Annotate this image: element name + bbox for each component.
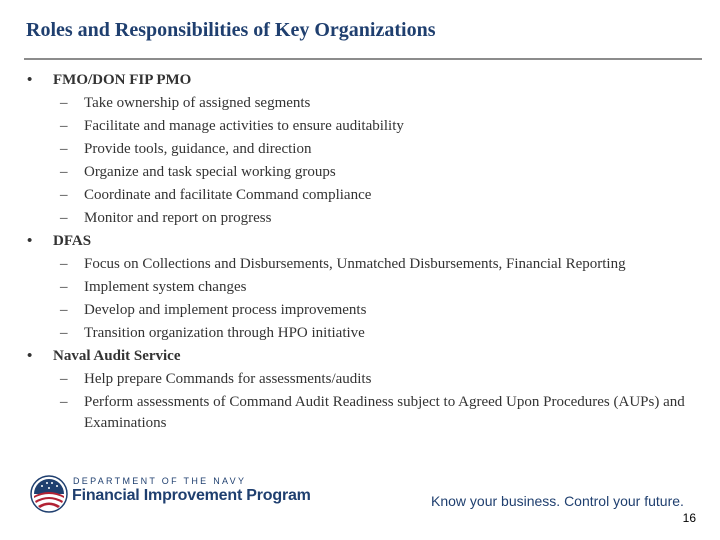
section-heading bbox=[27, 70, 687, 91]
dash-marker: – bbox=[60, 118, 68, 134]
slide-number: 16 bbox=[682, 511, 696, 525]
list-item bbox=[27, 369, 687, 390]
list-item bbox=[27, 139, 687, 160]
list-item-text: Organize and task special working groups bbox=[84, 164, 336, 180]
list-item bbox=[27, 116, 687, 137]
navy-emblem-icon bbox=[30, 475, 68, 513]
list-item bbox=[27, 162, 687, 183]
list-item-text: Implement system changes bbox=[84, 279, 247, 295]
slide-title: Roles and Responsibilities of Key Organizations bbox=[26, 19, 436, 41]
bullet-marker: • bbox=[27, 233, 33, 249]
list-item bbox=[27, 208, 687, 229]
title-divider bbox=[24, 58, 702, 60]
section-heading-text: Naval Audit Service bbox=[53, 348, 181, 364]
tagline: Know your business. Control your future. bbox=[431, 493, 684, 509]
fip-logo bbox=[30, 475, 311, 515]
dash-marker: – bbox=[60, 95, 68, 111]
dash-marker: – bbox=[60, 256, 68, 272]
section-heading-text: FMO/DON FIP PMO bbox=[53, 72, 192, 88]
section-heading bbox=[27, 231, 687, 252]
list-item bbox=[27, 185, 687, 206]
dash-marker: – bbox=[60, 394, 68, 410]
dash-marker: – bbox=[60, 371, 68, 387]
list-item-text: Provide tools, guidance, and direction bbox=[84, 141, 312, 157]
list-item bbox=[27, 392, 687, 434]
list-item-text: Coordinate and facilitate Command compliance bbox=[84, 187, 372, 203]
section-heading bbox=[27, 346, 687, 367]
list-item bbox=[27, 277, 687, 298]
bullet-marker: • bbox=[27, 72, 33, 88]
list-item bbox=[27, 323, 687, 344]
list-item-text: Monitor and report on progress bbox=[84, 210, 272, 226]
list-item bbox=[27, 93, 687, 114]
department-label: DEPARTMENT OF THE NAVY bbox=[73, 476, 247, 486]
list-item-text: Help prepare Commands for assessments/audits bbox=[84, 371, 372, 387]
dash-marker: – bbox=[60, 141, 68, 157]
program-name: Financial Improvement Program bbox=[72, 487, 311, 504]
bullet-marker: • bbox=[27, 348, 33, 364]
list-item-text: Transition organization through HPO initiative bbox=[84, 325, 365, 341]
dash-marker: – bbox=[60, 187, 68, 203]
dash-marker: – bbox=[60, 164, 68, 180]
dash-marker: – bbox=[60, 279, 68, 295]
dash-marker: – bbox=[60, 302, 68, 318]
list-item-text: Focus on Collections and Disbursements, Unmatched Disbursements, Financial Reporting bbox=[84, 256, 626, 272]
bullet-list bbox=[27, 68, 687, 434]
list-item-text: Facilitate and manage activities to ensure auditability bbox=[84, 118, 404, 134]
section-heading-text: DFAS bbox=[53, 233, 92, 249]
list-item-text: Perform assessments of Command Audit Readiness subject to Agreed Upon Procedures (AUPs) and Examinations bbox=[84, 394, 685, 431]
list-item bbox=[27, 300, 687, 321]
list-item-text: Develop and implement process improvements bbox=[84, 302, 367, 318]
list-item bbox=[27, 254, 687, 275]
list-item-text: Take ownership of assigned segments bbox=[84, 95, 311, 111]
dash-marker: – bbox=[60, 325, 68, 341]
dash-marker: – bbox=[60, 210, 68, 226]
